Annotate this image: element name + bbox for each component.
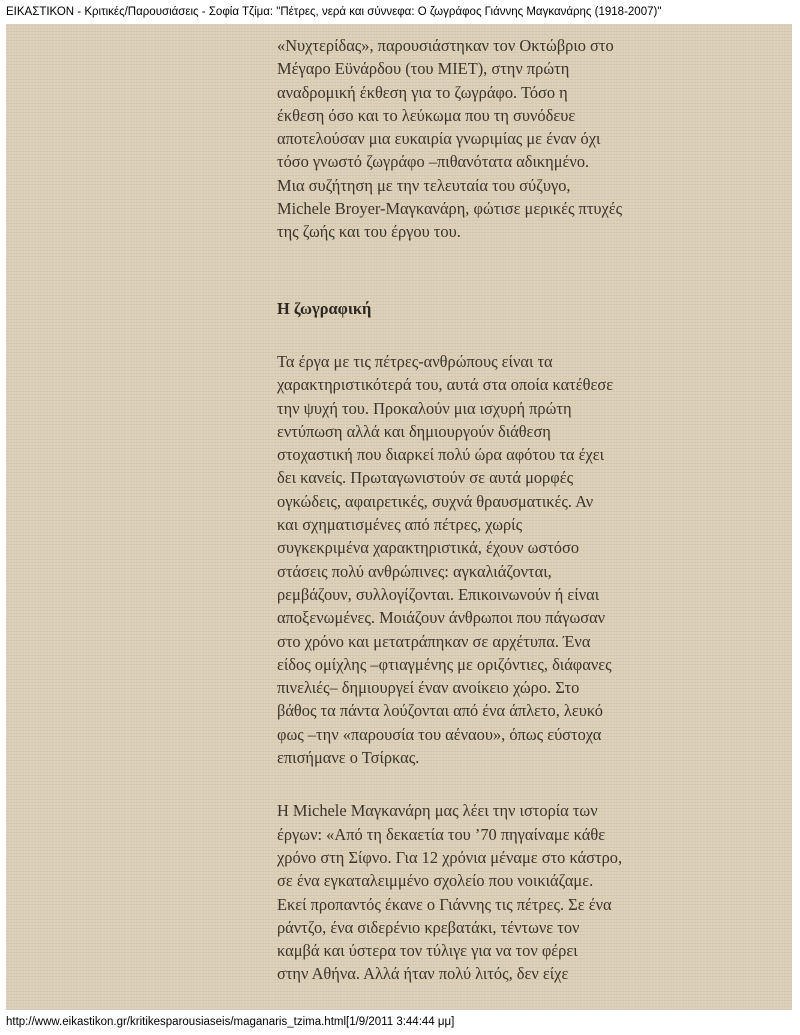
section-heading: Η ζωγραφική xyxy=(277,298,372,318)
article-paragraph: «Νυχτερίδας», παρουσιάστηκαν τον Οκτώβριο στο Μέγαρο Εϋνάρδου (του ΜΙΕΤ), στην πρώτη αναδρομική έκθεση για το ζωγράφο. Τόσο η έκθεση όσο και το λεύκωμα που τη συνόδευε αποτελούσαν μια ευκαιρία γνωριμίας με έναν όχι τόσο γνωστό ζωγράφο –πιθανότατα αδικημένο. Μια συζήτηση με την τελευταία του σύζυγο, Michele Broyer-Μαγκανάρη, φώτισε μερικές πτυχές της ζωής και του έργου του. xyxy=(277,36,623,242)
article-paragraph: Η Michele Μαγκανάρη μας λέει την ιστορία των έργων: «Από τη δεκαετία του ’70 πηγαίναμε κάθε χρόνο στη Σίφνο. Για 12 χρόνια μέναμε στο κάστρο, σε ένα εγκαταλειμμένο σχολείο που νοικιάζαμε. Εκεί προπαντός έκανε ο Γιάννης τις πέτρες. Σε ένα ράντζο, ένα σιδερένιο κρεβατάκι, τέντωνε τον καμβά και ύστερα τον τύλιγε για να τον φέρει στην Αθήνα. Αλλά ήταν πολύ λιτός, δεν είχε xyxy=(277,801,623,984)
article-page xyxy=(6,24,792,1010)
print-footer-url: http://www.eikastikon.gr/kritikesparousiaseis/maganaris_tzima.html[1/9/2011 3:44:44 μμ] xyxy=(6,1016,455,1028)
article-body xyxy=(277,34,657,986)
print-header-title: ΕΙΚΑΣΤΙΚΟΝ - Κριτικές/Παρουσιάσεις - Σοφία Τζίμα: "Πέτρες, νερά και σύννεφα: Ο ζωγράφος Γιάννης Μαγκανάρης (1918-2007)" xyxy=(6,6,662,18)
article-paragraph: Τα έργα με τις πέτρες-ανθρώπους είναι τα χαρακτηριστικότερά του, αυτά στα οποία κατέθεσε την ψυχή του. Προκαλούν μια ισχυρή πρώτη εντύπωση αλλά και δημιουργούν διάθεση στοχαστική που διαρκεί πολύ ώρα αφότου τα έχει δει κανείς. Πρωταγωνιστούν σε αυτά μορφές ογκώδεις, αφαιρετικές, συχνά θραυσματικές. Αν και σχηματισμένες από πέτρες, χωρίς συγκεκριμένα χαρακτηριστικά, έχουν ωστόσο στάσεις πολύ ανθρώπινες: αγκαλιάζονται, ρεμβάζουν, συλλογίζονται. Επικοινωνούν ή είναι αποξενωμένες. Μοιάζουν άνθρωποι που πάγωσαν στο χρόνο και μετατράπηκαν σε αρχέτυπα. Ένα είδος ομίχλης –φτιαγμένης με οριζόντιες, διάφανες πινελιές– δημιουργεί έναν ανοίκειο χώρο. Στο βάθος τα πάντα λούζονται από ένα άπλετο, λευκό φως –την «παρουσία του αέναου», όπως εύστοχα επισήμανε ο Τσίρκας. xyxy=(277,351,614,768)
